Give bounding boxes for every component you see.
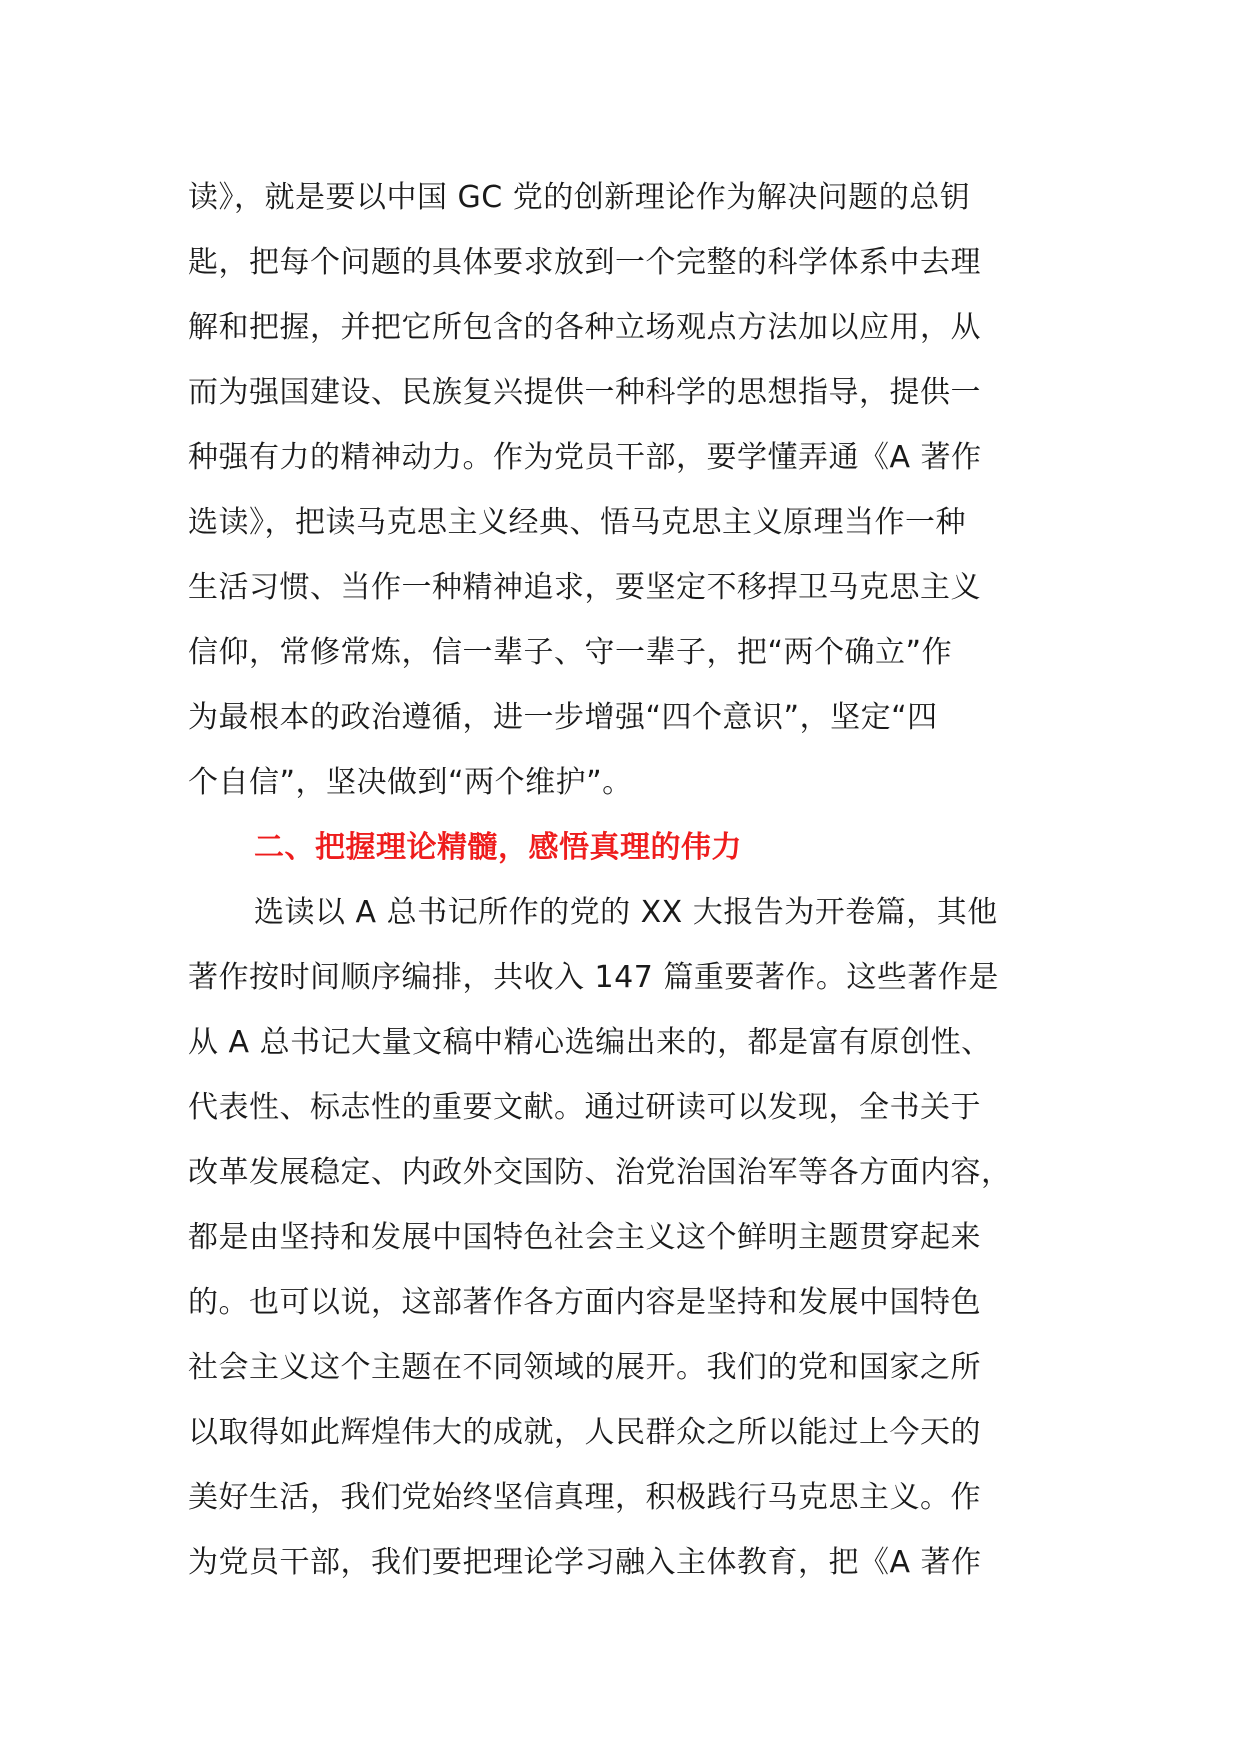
text-line: 选读以 A 总书记所作的党的 XX 大报告为开卷篇，其他	[254, 895, 998, 930]
text-line: 的。也可以说，这部著作各方面内容是坚持和发展中国特色	[188, 1285, 981, 1320]
document-body	[188, 165, 1058, 1595]
text-line: 著作按时间顺序编排，共收入 147 篇重要著作。这些著作是	[188, 960, 999, 995]
text-line: 匙，把每个问题的具体要求放到一个完整的科学体系中去理	[188, 245, 981, 280]
text-line: 生活习惯、当作一种精神追求，要坚定不移捍卫马克思主义	[188, 570, 981, 605]
text-line: 改革发展稳定、内政外交国防、治党治国治军等各方面内容，	[188, 1155, 1012, 1190]
text-line: 选读》，把读马克思主义经典、悟马克思主义原理当作一种	[188, 505, 966, 540]
text-line: 信仰，常修常炼，信一辈子、守一辈子，把“两个确立”作	[188, 635, 953, 670]
text-line: 个自信”，坚决做到“两个维护”。	[188, 765, 633, 800]
paragraph	[188, 880, 1058, 1595]
text-line: 社会主义这个主题在不同领域的展开。我们的党和国家之所	[188, 1350, 981, 1385]
text-line: 为最根本的政治遵循，进一步增强“四个意识”，坚定“四	[188, 700, 938, 735]
text-line: 而为强国建设、民族复兴提供一种科学的思想指导，提供一	[188, 375, 981, 410]
text-line: 美好生活，我们党始终坚信真理，积极践行马克思主义。作	[188, 1480, 981, 1515]
paragraph-continuation	[188, 165, 1058, 815]
section-heading: 二、把握理论精髓，感悟真理的伟力	[254, 830, 742, 865]
text-line: 读》，就是要以中国 GC 党的创新理论作为解决问题的总钥	[188, 180, 971, 215]
text-line: 都是由坚持和发展中国特色社会主义这个鲜明主题贯穿起来	[188, 1220, 981, 1255]
text-line: 以取得如此辉煌伟大的成就，人民群众之所以能过上今天的	[188, 1415, 981, 1450]
text-line: 为党员干部，我们要把理论学习融入主体教育，把《A 著作	[188, 1545, 982, 1580]
text-line: 解和把握，并把它所包含的各种立场观点方法加以应用，从	[188, 310, 981, 345]
text-line: 代表性、标志性的重要文献。通过研读可以发现，全书关于	[188, 1090, 981, 1125]
text-line: 从 A 总书记大量文稿中精心选编出来的，都是富有原创性、	[188, 1025, 992, 1060]
text-line: 种强有力的精神动力。作为党员干部，要学懂弄通《A 著作	[188, 440, 982, 475]
